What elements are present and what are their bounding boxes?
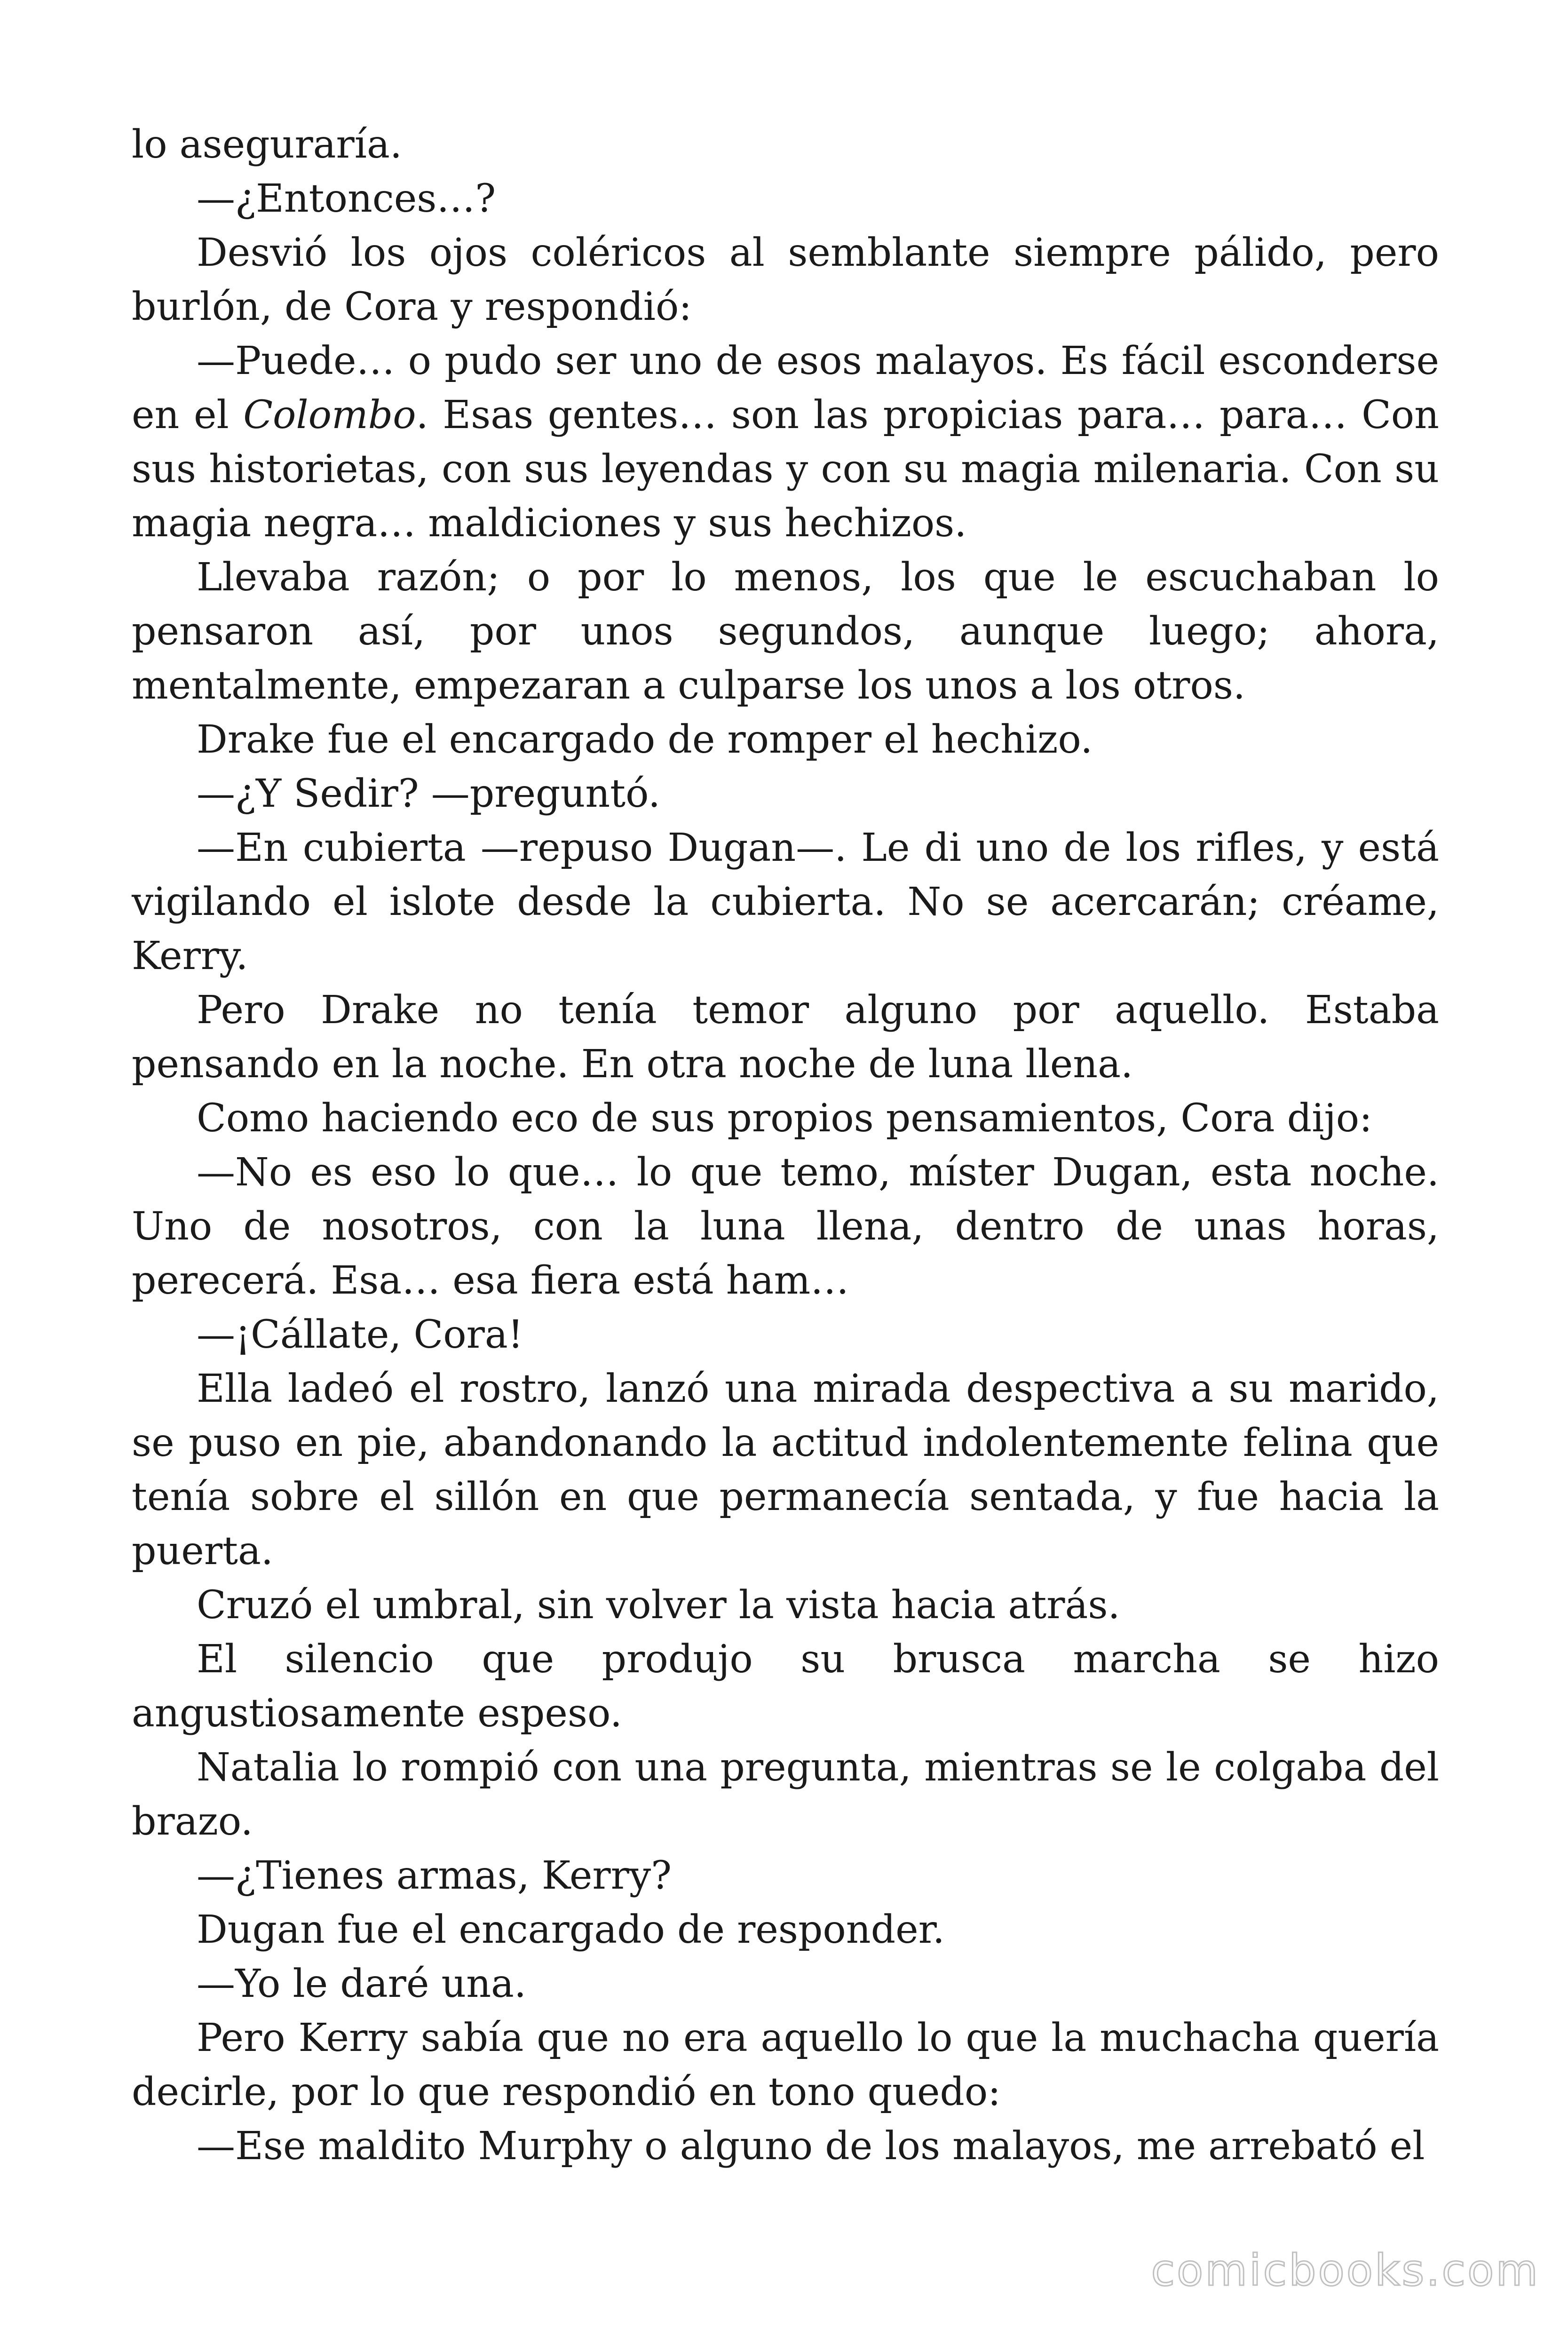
paragraph: Desvió los ojos coléricos al semblante siempre pálido, pero burlón, de Cora y respondió: <box>132 230 1439 329</box>
paragraph: lo aseguraría. <box>132 122 402 167</box>
paragraph: Drake fue el encargado de romper el hechizo. <box>197 717 1093 762</box>
paragraph: Llevaba razón; o por lo menos, los que le escuchaban lo pensaron así, por unos segundos, aunque luego; ahora, mentalmente, empezaran a culparse los unos a los otros. <box>132 555 1439 708</box>
paragraph: Como haciendo eco de sus propios pensamientos, Cora dijo: <box>197 1096 1372 1141</box>
paragraph: Natalia lo rompió con una pregunta, mientras se le colgaba del brazo. <box>132 1745 1439 1844</box>
paragraph: —Ese maldito Murphy o alguno de los malayos, me arrebató el <box>197 2124 1425 2169</box>
italic-text: Colombo <box>243 393 416 437</box>
page-body <box>132 118 1439 2173</box>
paragraph: —¿Y Sedir? —preguntó. <box>197 771 661 816</box>
text-segment: . Esas gentes… son las propicias para… para… Con sus historietas, con sus leyendas y con su magia milenaria. Con su magia negra… maldiciones y sus hechizos. <box>132 393 1439 546</box>
paragraph: —¡Cállate, Cora! <box>197 1312 523 1357</box>
paragraph: Dugan fue el encargado de responder. <box>197 1907 945 1952</box>
paragraph: —No es eso lo que… lo que temo, míster Dugan, esta noche. Uno de nosotros, con la luna llena, dentro de unas horas, perecerá. Esa… esa fiera está ham… <box>132 1150 1439 1303</box>
paragraph: Cruzó el umbral, sin volver la vista hacia atrás. <box>197 1583 1120 1628</box>
paragraph: —En cubierta —repuso Dugan—. Le di uno de los rifles, y está vigilando el islote desde la cubierta. No se acercarán; créame, Kerry. <box>132 826 1439 978</box>
paragraph: —Yo le daré una. <box>197 1962 527 2006</box>
paragraph: El silencio que produjo su brusca marcha se hizo angustiosamente espeso. <box>132 1637 1439 1736</box>
paragraph: —¿Entonces…? <box>197 176 496 221</box>
paragraph <box>132 334 1439 550</box>
watermark: comicbooks.com <box>1151 2245 1540 2296</box>
paragraph: —¿Tienes armas, Kerry? <box>197 1853 672 1898</box>
text-segment: —Puede… o pudo ser uno de esos malayos. Es fácil esconderse en el <box>132 339 1439 437</box>
paragraph: Pero Drake no tenía temor alguno por aquello. Estaba pensando en la noche. En otra noche de luna llena. <box>132 988 1439 1087</box>
paragraph: Pero Kerry sabía que no era aquello lo que la muchacha quería decirle, por lo que respondió en tono quedo: <box>132 2016 1439 2114</box>
paragraph: Ella ladeó el rostro, lanzó una mirada despectiva a su marido, se puso en pie, abandonando la actitud indolentemente felina que tenía sobre el sillón en que permanecía sentada, y fue hacia la puerta. <box>132 1367 1439 1573</box>
